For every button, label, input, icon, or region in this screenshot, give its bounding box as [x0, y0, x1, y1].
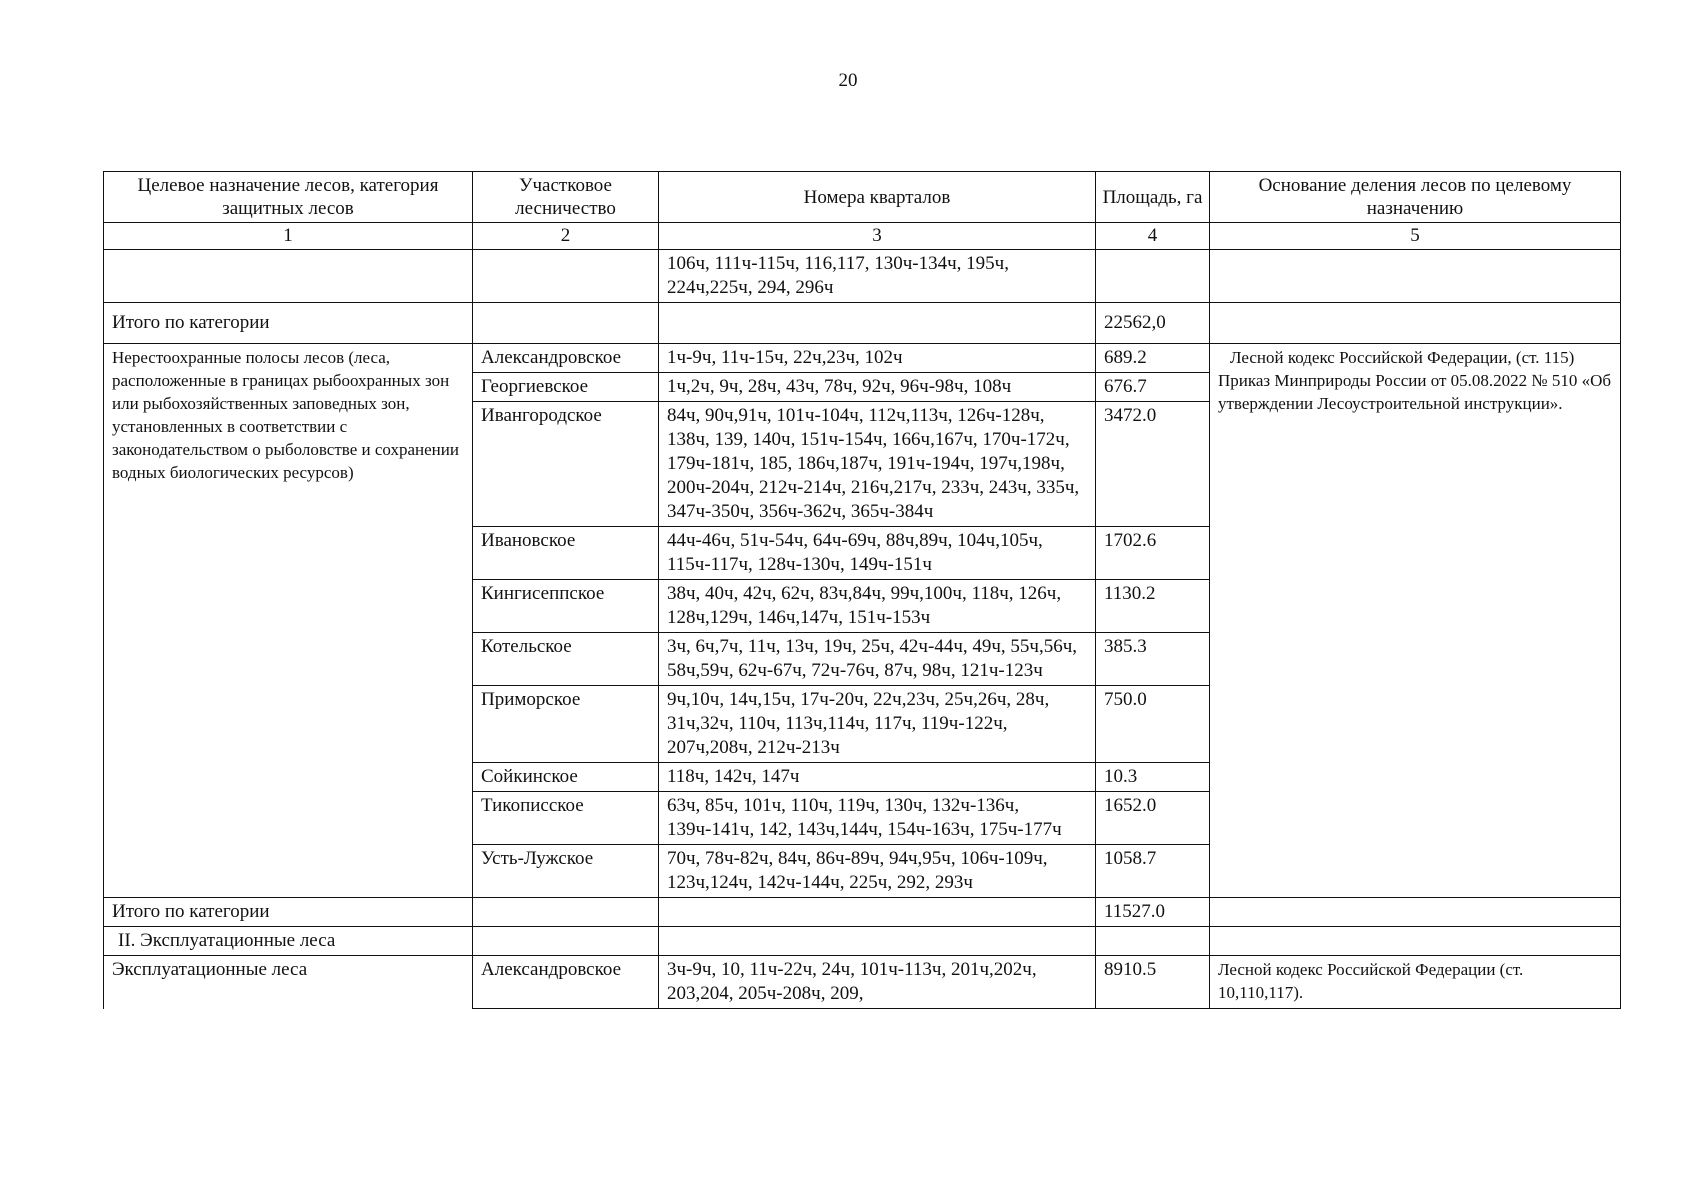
header-area: Площадь, га	[1096, 172, 1210, 223]
section-row	[104, 927, 1621, 956]
quarters-cell: 9ч,10ч, 14ч,15ч, 17ч-20ч, 22ч,23ч, 25ч,26ч, 28ч, 31ч,32ч, 110ч, 113ч,114ч, 117ч, 119ч-122ч, 207ч,208ч, 212ч-213ч	[659, 686, 1096, 763]
column-number: 2	[473, 223, 659, 250]
quarters-cell: 1ч,2ч, 9ч, 28ч, 43ч, 78ч, 92ч, 96ч-98ч, 108ч	[659, 373, 1096, 402]
empty-cell	[1096, 927, 1210, 956]
total-area: 11527.0	[1096, 898, 1210, 927]
empty-cell	[473, 250, 659, 303]
forestry-cell: Приморское	[473, 686, 659, 763]
basis-cell	[1210, 344, 1621, 898]
total-label: Итого по категории	[104, 303, 473, 344]
quarters-cell: 63ч, 85ч, 101ч, 110ч, 119ч, 130ч, 132ч-136ч, 139ч-141ч, 142, 143ч,144ч, 154ч-163ч, 175ч-177ч	[659, 792, 1096, 845]
total-label: Итого по категории	[104, 898, 473, 927]
forestry-cell: Ивангородское	[473, 402, 659, 527]
quarters-cell: 38ч, 40ч, 42ч, 62ч, 83ч,84ч, 99ч,100ч, 118ч, 126ч, 128ч,129ч, 146ч,147ч, 151ч-153ч	[659, 580, 1096, 633]
basis-cell: Лесной кодекс Российской Федерации (ст. 10,110,117).	[1210, 956, 1621, 1009]
basis-line: Приказ Минприроды России от 05.08.2022 № 510 «Об утверждении Лесоустроительной инструкции».	[1218, 371, 1612, 413]
category-cell: Эксплуатационные леса	[104, 956, 473, 1009]
area-cell: 689.2	[1096, 344, 1210, 373]
empty-cell	[1210, 927, 1621, 956]
empty-cell	[473, 303, 659, 344]
area-cell: 676.7	[1096, 373, 1210, 402]
empty-cell	[473, 927, 659, 956]
quarters-cell: 84ч, 90ч,91ч, 101ч-104ч, 112ч,113ч, 126ч-128ч, 138ч, 139, 140ч, 151ч-154ч, 166ч,167ч, 170ч-172ч, 179ч-181ч, 185, 186ч,187ч, 191ч-194ч, 197ч,198ч, 200ч-204ч, 212ч-214ч, 216ч,217ч, 233ч, 243ч, 335ч, 347ч-350ч, 356ч-362ч, 365ч-384ч	[659, 402, 1096, 527]
column-number: 1	[104, 223, 473, 250]
column-number: 4	[1096, 223, 1210, 250]
header-forestry: Участковое лесничество	[473, 172, 659, 223]
header-basis: Основание деления лесов по целевому назначению	[1210, 172, 1621, 223]
basis-line: Лесной кодекс Российской Федерации, (ст. 115)	[1230, 348, 1575, 367]
section-title: II. Эксплуатационные леса	[104, 927, 473, 956]
table-row-total	[104, 303, 1621, 344]
empty-cell	[659, 927, 1096, 956]
column-number: 5	[1210, 223, 1621, 250]
quarters-cell: 118ч, 142ч, 147ч	[659, 763, 1096, 792]
table-row	[104, 344, 1621, 373]
area-cell: 1130.2	[1096, 580, 1210, 633]
area-cell: 1652.0	[1096, 792, 1210, 845]
empty-cell	[1210, 898, 1621, 927]
quarters-cell: 1ч-9ч, 11ч-15ч, 22ч,23ч, 102ч	[659, 344, 1096, 373]
column-number-row	[104, 223, 1621, 250]
forestry-cell: Усть-Лужское	[473, 845, 659, 898]
category-cell: Нерестоохранные полосы лесов (леса, расположенные в границах рыбоохранных зон или рыбохозяйственных заповедных зон, установленных в соответствии с законодательством о рыболовстве и сохранении водных биологических ресурсов)	[104, 344, 473, 898]
forestry-cell: Котельское	[473, 633, 659, 686]
quarters-cell: 3ч-9ч, 10, 11ч-22ч, 24ч, 101ч-113ч, 201ч,202ч, 203,204, 205ч-208ч, 209,	[659, 956, 1096, 1009]
forestry-cell: Александровское	[473, 344, 659, 373]
quarters-cell: 44ч-46ч, 51ч-54ч, 64ч-69ч, 88ч,89ч, 104ч,105ч, 115ч-117ч, 128ч-130ч, 149ч-151ч	[659, 527, 1096, 580]
forestry-cell: Александровское	[473, 956, 659, 1009]
empty-cell	[1096, 250, 1210, 303]
area-cell: 10.3	[1096, 763, 1210, 792]
forestry-cell: Кингисеппское	[473, 580, 659, 633]
empty-cell	[1210, 250, 1621, 303]
forestry-cell: Ивановское	[473, 527, 659, 580]
empty-cell	[659, 898, 1096, 927]
area-cell: 8910.5	[1096, 956, 1210, 1009]
quarters-cell: 106ч, 111ч-115ч, 116,117, 130ч-134ч, 195ч, 224ч,225ч, 294, 296ч	[659, 250, 1096, 303]
forestry-cell: Тикописское	[473, 792, 659, 845]
header-quarters: Номера кварталов	[659, 172, 1096, 223]
forestry-cell: Сойкинское	[473, 763, 659, 792]
area-cell: 1058.7	[1096, 845, 1210, 898]
table-row-total	[104, 898, 1621, 927]
forestry-cell: Георгиевское	[473, 373, 659, 402]
area-cell: 1702.6	[1096, 527, 1210, 580]
table-row	[104, 956, 1621, 1009]
forest-purpose-table	[103, 171, 1621, 1009]
empty-cell	[659, 303, 1096, 344]
header-row	[104, 172, 1621, 223]
table-row-continuation	[104, 250, 1621, 303]
area-cell: 750.0	[1096, 686, 1210, 763]
header-purpose: Целевое назначение лесов, категория защитных лесов	[104, 172, 473, 223]
empty-cell	[1210, 303, 1621, 344]
empty-cell	[473, 898, 659, 927]
empty-cell	[104, 250, 473, 303]
total-area: 22562,0	[1096, 303, 1210, 344]
area-cell: 385.3	[1096, 633, 1210, 686]
page-number: 20	[838, 70, 858, 91]
quarters-cell: 70ч, 78ч-82ч, 84ч, 86ч-89ч, 94ч,95ч, 106ч-109ч, 123ч,124ч, 142ч-144ч, 225ч, 292, 293ч	[659, 845, 1096, 898]
quarters-cell: 3ч, 6ч,7ч, 11ч, 13ч, 19ч, 25ч, 42ч-44ч, 49ч, 55ч,56ч, 58ч,59ч, 62ч-67ч, 72ч-76ч, 87ч, 98ч, 121ч-123ч	[659, 633, 1096, 686]
column-number: 3	[659, 223, 1096, 250]
area-cell: 3472.0	[1096, 402, 1210, 527]
